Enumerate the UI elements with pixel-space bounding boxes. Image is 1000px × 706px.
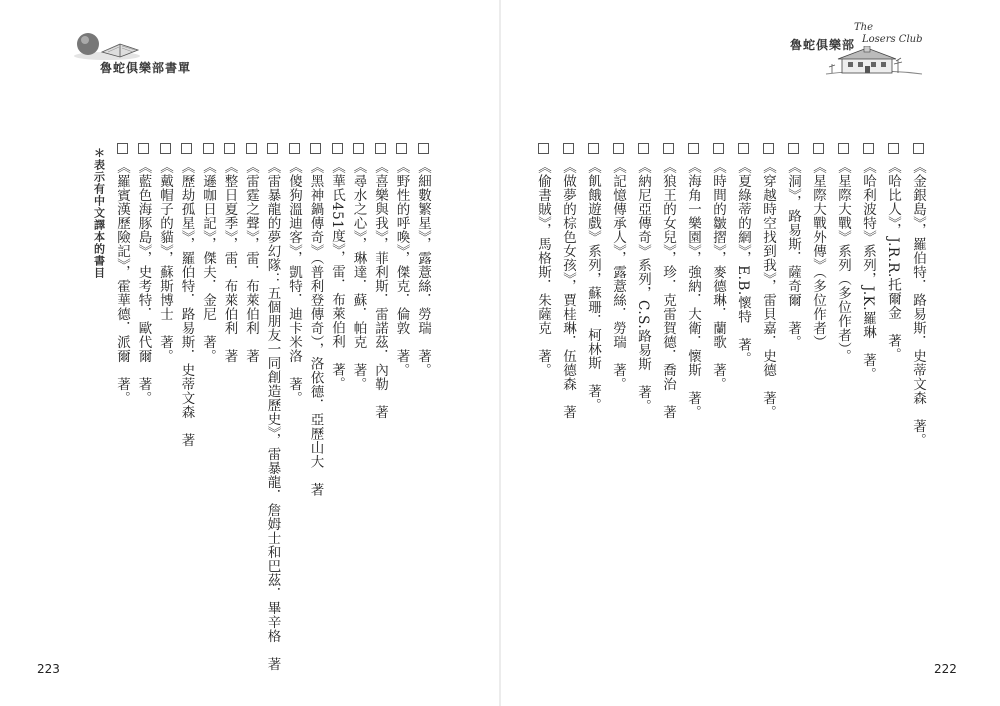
brand-line-2: Losers Club — [862, 34, 923, 45]
book-entry — [325, 143, 348, 391]
book-title: 《細數繁星》，露薏絲．勞瑞 著。 — [415, 160, 431, 378]
book-title: 《哈利波特》系列，J.K.羅琳 著。 — [860, 160, 876, 382]
checkbox[interactable] — [913, 143, 924, 154]
book-title: 《傻狗溫迪客》，凱特．迪卡米洛 著。 — [286, 160, 302, 406]
book-entry — [706, 143, 729, 391]
book-title: 《尋水之心》，琳達．蘇．帕克 著。 — [350, 160, 367, 392]
book-title: 《黑神鍋傳奇》（普利登傳奇），洛依德．亞歷山大 著 — [307, 160, 324, 497]
book-entry — [806, 143, 829, 349]
book-title: 《穿越時空找到我》，雷貝嘉．史德 著。 — [760, 160, 776, 420]
book-title: 《羅賓漢歷險記》，霍華德．派爾 著。 — [114, 160, 130, 406]
book-title: 《時間的皺摺》，麥德琳．蘭歌 著。 — [710, 160, 726, 392]
book-entry — [282, 143, 305, 405]
book-entry — [368, 143, 391, 419]
right-running-header — [790, 22, 930, 78]
book-title: 《夏綠蒂的網》，E.B.懷特 著。 — [735, 160, 751, 366]
book-entry — [153, 143, 176, 363]
book-entry — [756, 143, 779, 419]
book-entry — [656, 143, 679, 419]
book-entry — [218, 143, 241, 363]
book-entry — [881, 143, 904, 362]
checkbox[interactable] — [788, 143, 799, 154]
book-title: 《狼王的女兒》，珍．克雷賀德．喬治 著 — [660, 160, 676, 420]
checkbox[interactable] — [688, 143, 699, 154]
checkbox[interactable] — [203, 143, 214, 154]
checkbox[interactable] — [332, 143, 343, 154]
book-entry — [531, 143, 554, 377]
book-entry — [631, 143, 654, 413]
left-running-header — [72, 26, 202, 76]
checkbox[interactable] — [588, 143, 599, 154]
brand-line-1: The — [854, 22, 874, 33]
book-entry — [132, 143, 155, 405]
book-entry — [411, 143, 434, 377]
checkbox[interactable] — [763, 143, 774, 154]
book-title: 《海角一樂園》，強納．大衛．懷斯 著。 — [685, 160, 701, 420]
checkbox[interactable] — [353, 143, 364, 154]
book-entry — [175, 143, 198, 447]
book-title: 《雷暴龍的夢幻隊：五個朋友一同創造歷史》，雷暴龍．詹姆士和巴茲．畢辛格 著 — [264, 160, 281, 672]
checkbox[interactable] — [713, 143, 724, 154]
book-entry — [731, 143, 754, 366]
book-title: 《飢餓遊戲》系列，蘇珊．柯林斯 著。 — [585, 160, 601, 412]
book-title: 《歷劫孤星》，羅伯特．路易斯．史蒂文森 著 — [178, 160, 195, 448]
checkbox[interactable] — [246, 143, 257, 154]
checkbox[interactable] — [418, 143, 429, 154]
losers-club-brand — [852, 22, 923, 46]
book-title: 《藍色海豚島》，史考特．歐代爾 著。 — [135, 160, 152, 406]
book-entry — [856, 143, 879, 381]
book-title: 《戴帽子的貓》，蘇斯博士 著。 — [157, 160, 173, 364]
checkbox[interactable] — [267, 143, 278, 154]
translation-note: ＊表示有中文譯本的書目 — [92, 147, 106, 279]
book-title: 《雷霆之聲》，雷．布萊伯利 著 — [243, 160, 259, 364]
book-title: 《野性的呼喚》，傑克．倫敦 著。 — [393, 160, 410, 378]
book-title: 《記憶傳承人》，露薏絲．勞瑞 著。 — [610, 160, 626, 392]
checkbox[interactable] — [181, 143, 192, 154]
book-title: 《哈比人》，J.R.R.托爾金 著。 — [885, 160, 901, 362]
checkbox[interactable] — [888, 143, 899, 154]
book-title: 《星際大戰》系列（多位作者）。 — [835, 160, 851, 364]
book-entry — [261, 143, 284, 671]
page-gutter — [499, 0, 501, 706]
book-entry — [681, 143, 704, 419]
book-entry — [239, 143, 262, 363]
checkbox[interactable] — [663, 143, 674, 154]
book-entry — [581, 143, 604, 412]
checkbox[interactable] — [563, 143, 574, 154]
book-entry — [304, 143, 327, 497]
checkbox[interactable] — [117, 143, 128, 154]
book-entry — [781, 143, 804, 349]
ball-and-book-icon — [72, 26, 142, 62]
right-page-number: 222 — [934, 662, 957, 676]
checkbox[interactable] — [224, 143, 235, 154]
book-title: 《納尼亞傳奇》系列，C.S.路易斯 著。 — [635, 160, 651, 414]
checkbox[interactable] — [838, 143, 849, 154]
book-title: 《金銀島》，羅伯特．路易斯．史蒂文森 著。 — [910, 160, 926, 448]
book-entry — [347, 143, 370, 391]
checkbox[interactable] — [738, 143, 749, 154]
checkbox[interactable] — [638, 143, 649, 154]
book-entry — [906, 143, 929, 447]
checkbox[interactable] — [813, 143, 824, 154]
checkbox[interactable] — [289, 143, 300, 154]
book-entry — [831, 143, 854, 363]
book-title: 《喜樂與我》，菲利斯．雷諾茲．內勒 著 — [372, 160, 388, 420]
checkbox[interactable] — [396, 143, 407, 154]
book-entry — [110, 143, 133, 405]
checkbox[interactable] — [310, 143, 321, 154]
book-title: 《偷書賊》，馬格斯．朱薩克 著。 — [535, 160, 551, 378]
book-title: 《遜咖日記》，傑夫．金尼 著。 — [200, 160, 216, 364]
book-entry — [606, 143, 629, 391]
checkbox[interactable] — [160, 143, 171, 154]
book-title: 《華氏451度》，雷．布萊伯利 著。 — [329, 160, 345, 391]
checkbox[interactable] — [613, 143, 624, 154]
book-title: 《做夢的棕色女孩》，賈桂琳．伍德森 著 — [560, 160, 576, 420]
checkbox[interactable] — [375, 143, 386, 154]
book-entry — [196, 143, 219, 363]
book-entry — [556, 143, 579, 419]
book-title: 《星際大戰外傳》（多位作者） — [810, 160, 826, 350]
book-entry — [390, 143, 413, 377]
left-page-number: 223 — [37, 662, 60, 676]
checkbox[interactable] — [863, 143, 874, 154]
schoolhouse-icon — [824, 46, 924, 78]
checkbox[interactable] — [138, 143, 149, 154]
right-header-title: 魯蛇俱樂部 — [790, 38, 856, 52]
left-header-title: 魯蛇俱樂部書單 — [100, 61, 192, 75]
book-title: 《整日夏季》，雷．布萊伯利 著 — [221, 160, 238, 364]
checkbox[interactable] — [538, 143, 549, 154]
book-title: 《洞》，路易斯．薩奇爾 著。 — [785, 160, 801, 350]
